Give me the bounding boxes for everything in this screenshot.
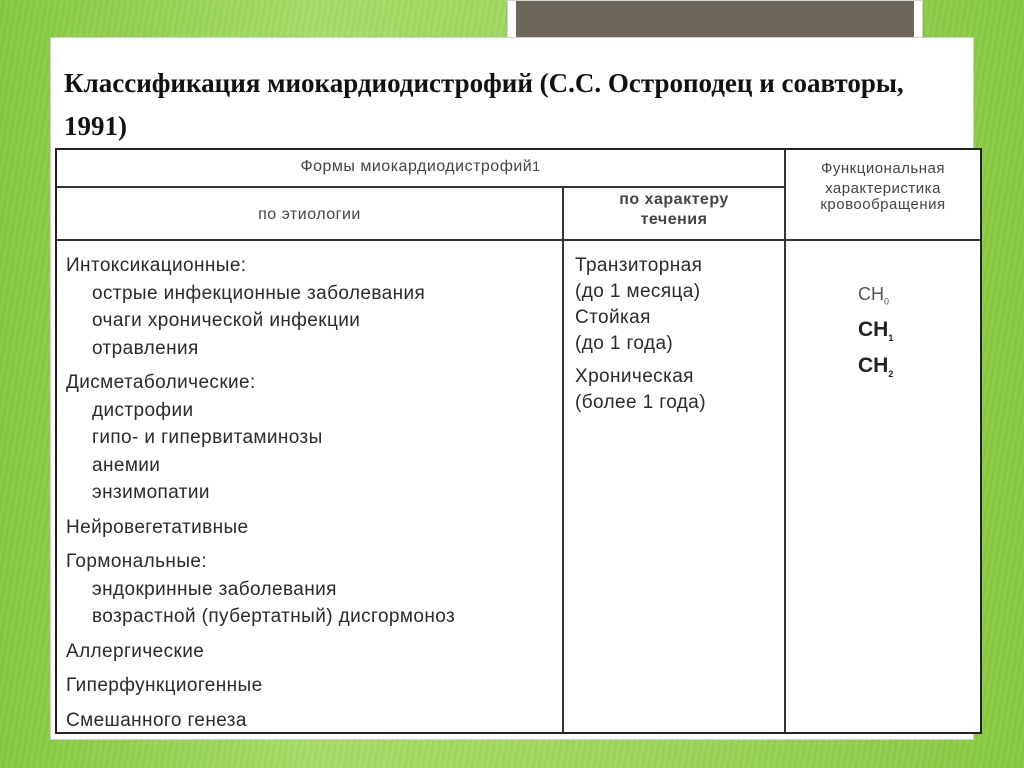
etiology-category: Дисметаболические: (66, 372, 256, 393)
header-course-line1: по характеру (619, 191, 729, 208)
function-item (858, 316, 893, 352)
function-item (858, 280, 893, 316)
divider-col-2 (562, 186, 564, 732)
header-etiology: по этиологии (258, 206, 361, 223)
function-item-sub: 0 (884, 296, 890, 307)
function-column (858, 280, 893, 388)
etiology-item: гипо- и гипервитаминозы (92, 427, 323, 448)
etiology-item: отравления (92, 337, 199, 359)
header-main-note: 1 (532, 158, 541, 174)
course-item: (до 1 года) (575, 333, 674, 354)
course-item: (более 1 года) (575, 392, 706, 413)
etiology-category: Смешанного генеза (66, 709, 247, 731)
divider-header-1 (57, 186, 784, 188)
header-function (786, 156, 980, 213)
function-item-text: CH (858, 317, 889, 341)
etiology-item: дистрофии (92, 399, 194, 421)
etiology-category: Гормональные: (66, 551, 208, 572)
header-course (564, 190, 784, 230)
divider-col-3 (784, 150, 786, 732)
header-function-line2: характеристика (825, 180, 941, 197)
etiology-column (66, 252, 455, 734)
header-function-line1: Функциональная (820, 160, 945, 177)
function-item-text: CH (858, 284, 884, 304)
function-item-sub: 2 (888, 368, 894, 379)
etiology-item: очаги хронической инфекции (92, 310, 361, 331)
course-item: Стойкая (575, 307, 651, 328)
course-item: Хроническая (575, 366, 694, 387)
header-function-line3: кровообращения (820, 196, 946, 213)
etiology-category: Гиперфункциогенные (66, 675, 263, 696)
etiology-category: Интоксикационные: (66, 255, 247, 276)
etiology-category: Нейровегетативные (66, 516, 249, 538)
etiology-item: острые инфекционные заболевания (92, 282, 426, 304)
divider-header-2 (57, 239, 980, 241)
course-item: Транзиторная (575, 255, 703, 276)
slide-title: Классификация миокардиодистрофий (С.С. Остроподец и соавторы, 1991) (64, 68, 904, 141)
etiology-item: эндокринные заболевания (92, 578, 337, 600)
header-main (57, 158, 784, 176)
course-item: (до 1 месяца) (575, 281, 701, 302)
etiology-category: Аллергические (66, 640, 205, 662)
function-item-sub: 1 (888, 332, 894, 343)
etiology-item: анемии (92, 454, 161, 476)
course-column (575, 253, 706, 416)
header-main-label: Формы миокардиодистрофий (300, 158, 533, 175)
etiology-item: энзимопатии (92, 482, 210, 503)
function-item-text: CH (858, 353, 889, 377)
function-item (858, 352, 893, 388)
etiology-item: возрастной (пубертатный) дисгормоноз (92, 606, 456, 627)
header-course-line2: течения (640, 211, 708, 228)
